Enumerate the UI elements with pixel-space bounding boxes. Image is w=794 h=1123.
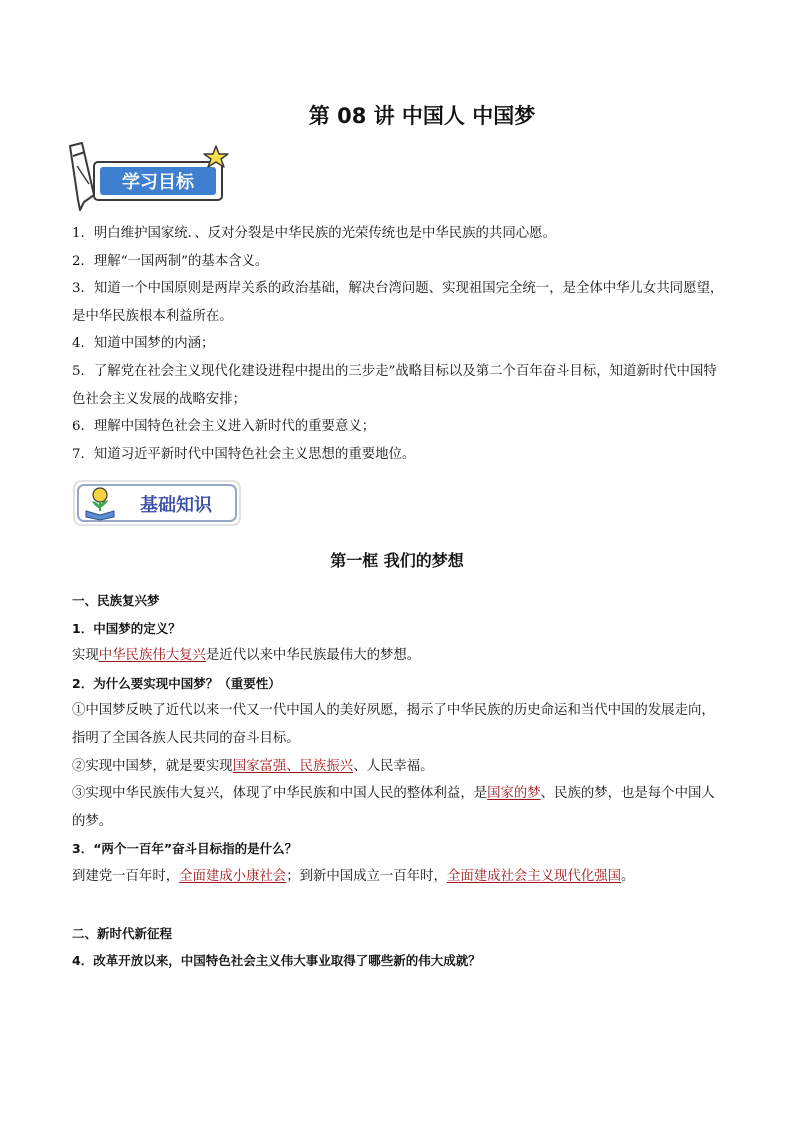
list-item: 7．知道习近平新时代中国特色社会主义思想的重要地位。 xyxy=(72,446,416,462)
section-heading: 一、民族复兴梦 xyxy=(72,593,160,608)
basics-banner-label: 基础知识 xyxy=(140,495,212,516)
basics-banner xyxy=(72,479,244,529)
key-term: 国家富强 xyxy=(232,758,287,774)
pencil-icon xyxy=(70,143,94,210)
list-item: 6．理解中国特色社会主义进入新时代的重要意义； xyxy=(72,419,376,435)
content xyxy=(72,585,724,975)
answer: 到建党一百年时，全面建成小康社会；到新中国成立一百年时，全面建成社会主义现代化强国。 xyxy=(72,868,635,884)
list-item: 1．明白维护国家统．、反对分裂是中华民族的光荣传统也是中华民族的共同心愿。 xyxy=(72,226,556,241)
key-term: 国家的梦 xyxy=(487,786,541,802)
answer: 实现中华民族伟大复兴是近代以来中华民族最伟大的梦想。 xyxy=(72,648,421,664)
section-title: 第一框 我们的梦想 xyxy=(330,551,464,570)
list-item: 5．了解党在社会主义现代化建设进程中提出的三步走”战略目标以及第二个百年奋斗目标，知道新时代中国特色社会主义发展的战略安排； xyxy=(72,363,717,407)
key-term: 中华民族伟大复兴 xyxy=(98,648,206,664)
list-item: 3．知道一个中国原则是两岸关系的政治基础，解决台湾问题、实现祖国完全统一，是全体中华儿女共同愿望，是中华民族根本利益所在。 xyxy=(72,281,724,324)
key-term: 民族振兴 xyxy=(299,758,354,774)
goals-banner xyxy=(64,140,234,215)
key-term: 全面建成社会主义现代化强国 xyxy=(446,868,622,884)
goals-banner-label: 学习目标 xyxy=(122,172,194,193)
question: 1．中国梦的定义？ xyxy=(72,620,181,636)
answer: ②实现中国梦，就是要实现国家富强、民族振兴、人民幸福。 xyxy=(72,758,434,774)
key-term: 全面建成小康社会 xyxy=(179,868,287,884)
list-item: 2．理解“一国两制”的基本含义。 xyxy=(72,253,269,269)
answer: ③实现中华民族伟大复兴，体现了中华民族和中国人民的整体利益，是国家的梦、民族的梦，也是每个中国人的梦。 xyxy=(72,786,715,829)
section-heading: 二、新时代新征程 xyxy=(72,925,173,941)
answer: ①中国梦反映了近代以来一代又一代中国人的美好夙愿，揭示了中华民族的历史命运和当代中国的发展走向，指明了全国各族人民共同的奋斗目标。 xyxy=(72,703,715,746)
page-title: 第 08 讲 中国人 中国梦 xyxy=(308,104,536,128)
list-item: 4．知道中国梦的内涵； xyxy=(72,336,215,352)
question: 3．“两个一百年”奋斗目标指的是什么？ xyxy=(72,841,298,857)
learning-goals-list xyxy=(72,220,724,468)
question: 2．为什么要实现中国梦？（重要性） xyxy=(72,675,281,691)
question: 4．改革开放以来，中国特色社会主义伟大事业取得了哪些新的伟大成就？ xyxy=(72,953,481,969)
